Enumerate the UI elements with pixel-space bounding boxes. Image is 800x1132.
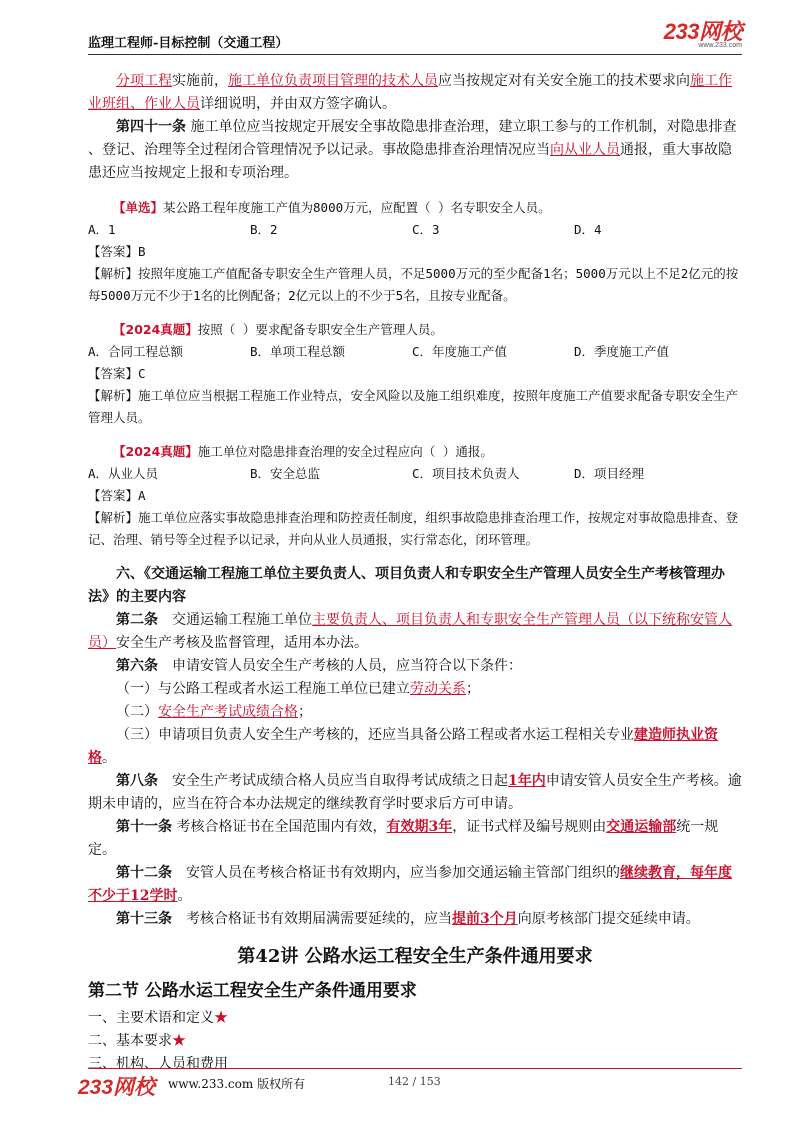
page-number: 142 / 153 xyxy=(388,1075,441,1088)
condition-2: （二）安全生产考试成绩合格； xyxy=(116,704,312,720)
heading-six: 六、《交通运输工程施工单位主要负责人、项目负责人和专职安全生产管理人员安全生产考核管理办法》的主要内容 xyxy=(88,566,725,605)
analysis: 【解析】施工单位应当根据工程施工作业特点，安全风险以及施工组织难度，按照年度施工产值要求配备专职安全生产管理人员。 xyxy=(88,388,739,425)
option-a: A．从业人员 xyxy=(88,466,159,481)
option-c: C．项目技术负责人 xyxy=(412,466,520,481)
option-b: B．2 xyxy=(250,222,278,237)
page-footer xyxy=(78,1068,742,1099)
star-icon: ★ xyxy=(172,1033,186,1049)
question-2 xyxy=(88,319,742,429)
option-d: D．季度施工产值 xyxy=(574,344,670,359)
option-c: C．年度施工产值 xyxy=(412,344,508,359)
options xyxy=(88,219,742,241)
article-13: 第十三条 考核合格证书有效期届满需要延续的，应当提前3个月向原考核部门提交延续申请。 xyxy=(116,911,700,927)
question-3 xyxy=(88,441,742,551)
lecture-title: 第42讲 公路水运工程安全生产条件通用要求 xyxy=(237,946,593,967)
brand-logo xyxy=(664,20,742,49)
option-d: D．项目经理 xyxy=(574,466,645,481)
outline-item: 二、基本要求★ xyxy=(88,1033,186,1049)
header-title: 监理工程师-目标控制（交通工程） xyxy=(88,36,289,51)
option-a: A．1 xyxy=(88,222,116,237)
article-2: 第二条 交通运输工程施工单位主要负责人、项目负责人和专职安全生产管理人员（以下统称安管人员）安全生产考核及监督管理，适用本办法。 xyxy=(88,612,732,651)
article-8: 第八条 安全生产考试成绩合格人员应当自取得考试成绩之日起1年内申请安管人员安全生产考核。逾期未申请的，应当在符合本办法规定的继续教育学时要求后方可申请。 xyxy=(88,773,742,812)
question-text: 施工单位对隐患排查治理的安全过程应向（ ）通报。 xyxy=(197,444,493,459)
question-1 xyxy=(88,197,742,307)
option-c: C．3 xyxy=(412,222,440,237)
analysis: 【解析】按照年度施工产值配备专职安全生产管理人员，不足5000万元的至少配备1名；5000万元以上不足2亿元的按每5000万元不少于1名的比例配备；2亿元以上的不少于5名，且按专业配备。 xyxy=(88,266,739,303)
options xyxy=(88,463,742,485)
article-6: 第六条 申请安管人员安全生产考核的人员，应当符合以下条件： xyxy=(116,658,522,674)
document-body xyxy=(88,70,742,1076)
article-11: 第十一条 考核合格证书在全国范围内有效，有效期3年，证书式样及编号规则由交通运输部统一规定。 xyxy=(88,819,719,858)
logo-url: www.233.com xyxy=(698,42,742,49)
footer-logo: 233网校 xyxy=(78,1076,156,1099)
logo-text: 233网校 xyxy=(663,19,742,44)
options xyxy=(88,341,742,363)
footer-copyright: www.233.com 版权所有 xyxy=(168,1077,306,1091)
section-title: 第二节 公路水运工程安全生产条件通用要求 xyxy=(88,981,417,1001)
question-tag: 【2024真题】 xyxy=(113,444,198,459)
option-b: B．单项工程总额 xyxy=(250,344,346,359)
answer: 【答案】C xyxy=(88,366,146,381)
question-tag: 【2024真题】 xyxy=(113,322,198,337)
condition-1: （一）与公路工程或者水运工程施工单位已建立劳动关系； xyxy=(116,681,480,697)
article-12: 第十二条 安管人员在考核合格证书有效期内，应当参加交通运输主管部门组织的继续教育，每年度不少于12学时。 xyxy=(88,865,732,904)
answer: 【答案】B xyxy=(88,244,146,259)
answer: 【答案】A xyxy=(88,488,146,503)
question-text: 某公路工程年度施工产值为8000万元，应配置（ ）名专职安全人员。 xyxy=(163,200,551,215)
star-icon: ★ xyxy=(214,1010,228,1026)
question-text: 按照（ ）要求配备专职安全生产管理人员。 xyxy=(197,322,443,337)
option-a: A．合同工程总额 xyxy=(88,344,184,359)
outline-item: 一、主要术语和定义★ xyxy=(88,1010,228,1026)
outline-item: 三、机构、人员和费用 xyxy=(88,1056,228,1072)
question-tag: 【单选】 xyxy=(113,200,164,215)
analysis: 【解析】施工单位应落实事故隐患排查治理和防控责任制度，组织事故隐患排查治理工作，按规定对事故隐患排查、登记、治理、销号等全过程予以记录，并向从业人员通报，实行常态化，闭环管理。 xyxy=(88,510,739,547)
paragraph-subproject: 分项工程实施前，施工单位负责项目管理的技术人员应当按规定对有关安全施工的技术要求向施工作业班组、作业人员详细说明，并由双方签字确认。 xyxy=(88,73,732,112)
option-b: B．安全总监 xyxy=(250,466,321,481)
page-header xyxy=(88,19,742,55)
article-41: 第四十一条 施工单位应当按规定开展安全事故隐患排查治理，建立职工参与的工作机制，对隐患排查 、登记、治理等全过程闭合管理情况予以记录。事故隐患排查治理情况应当向从业人员通报，重大事故隐患还应当按规定上报和专项治理。 xyxy=(88,119,737,181)
option-d: D．4 xyxy=(574,222,602,237)
condition-3: （三）申请项目负责人安全生产考核的，还应当具备公路工程或者水运工程相关专业建造师执业资格。 xyxy=(88,727,718,766)
